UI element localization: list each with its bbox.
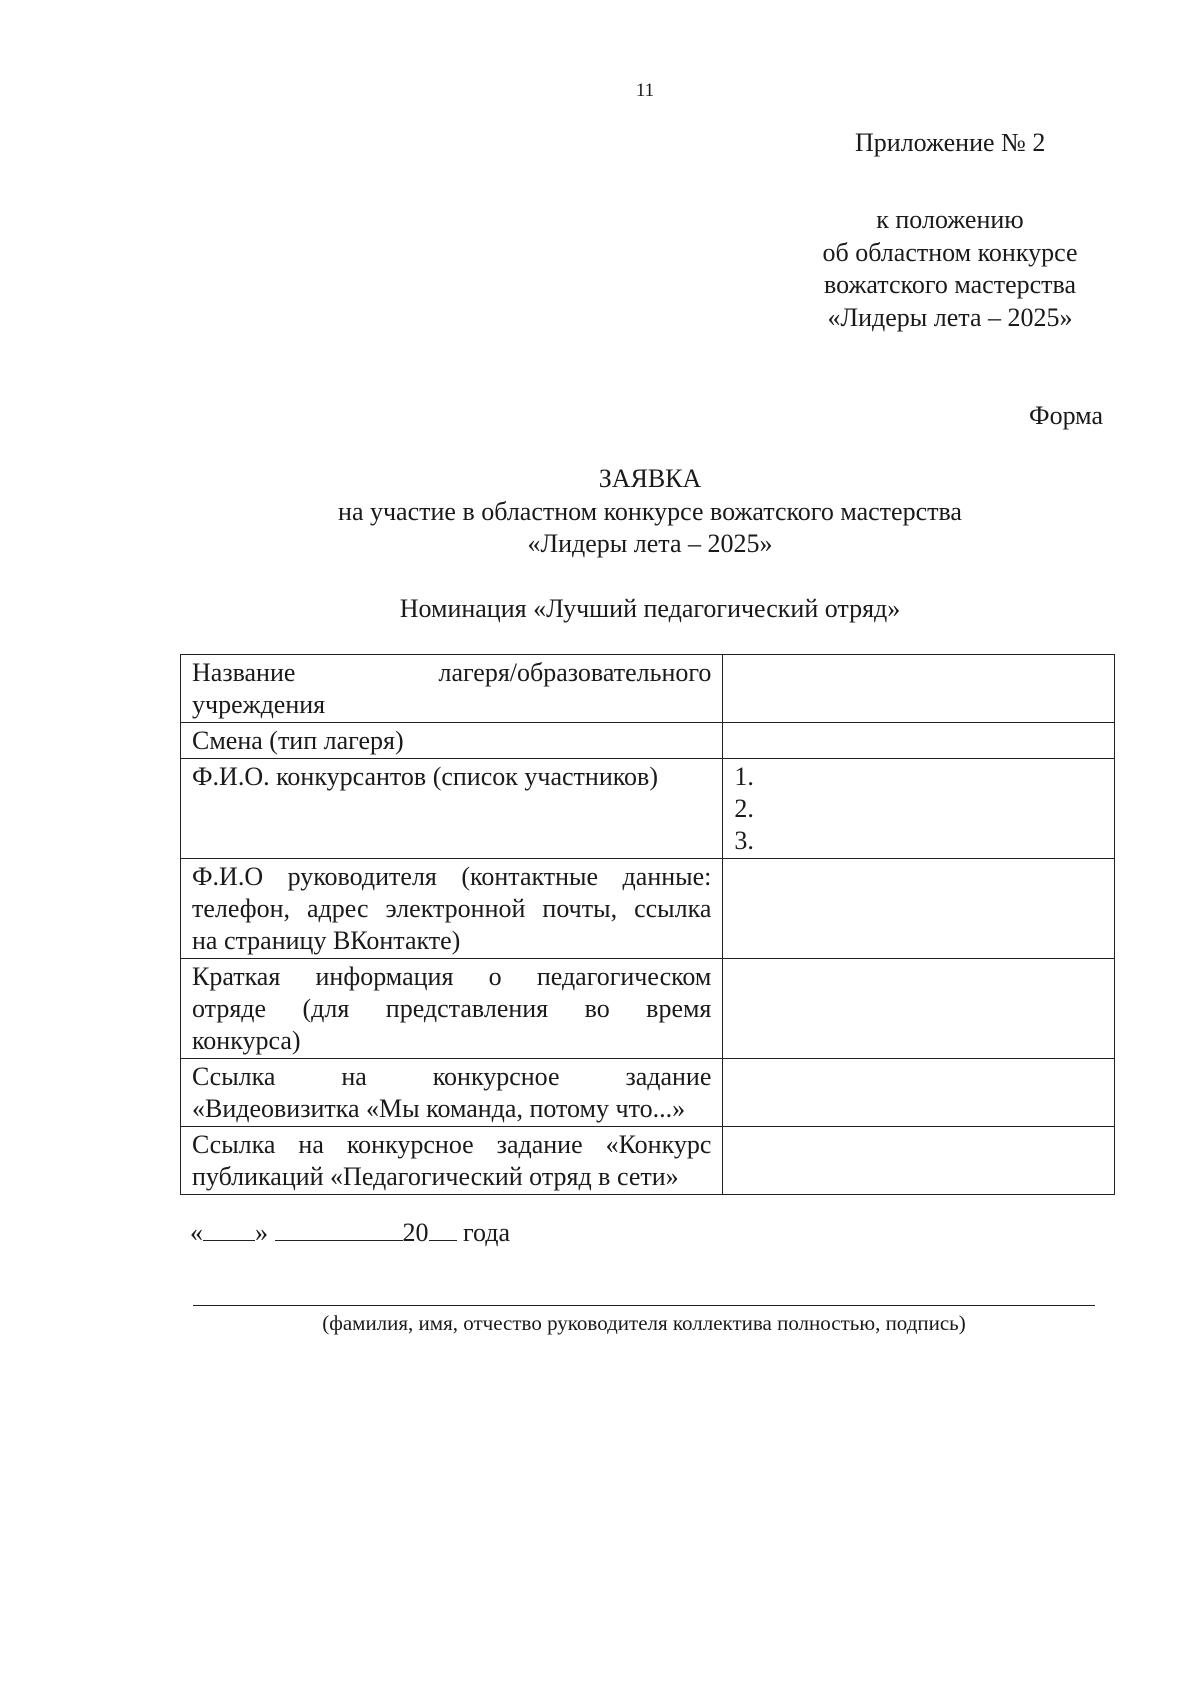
row-value-publications-link[interactable] xyxy=(723,1127,1115,1195)
row-label-shift xyxy=(181,723,723,759)
row-label-team-info xyxy=(181,959,723,1059)
table-row xyxy=(181,1127,1115,1195)
row-label-leader xyxy=(181,859,723,959)
row-value-leader[interactable] xyxy=(723,859,1115,959)
participant-number: 3. xyxy=(734,826,754,855)
application-table xyxy=(180,654,1115,1195)
signature-line[interactable] xyxy=(193,1305,1095,1306)
appendix-reference xyxy=(800,204,1100,334)
table-row xyxy=(181,1059,1115,1127)
document-title xyxy=(200,463,1100,561)
date-close-quote: » xyxy=(255,1218,268,1247)
row-label-video-link xyxy=(181,1059,723,1127)
label-line: на страницу ВКонтакте) xyxy=(192,926,461,955)
row-value-team-info[interactable] xyxy=(723,959,1115,1059)
label-line: Ф.И.О. конкурсантов (список участников) xyxy=(192,762,658,791)
year-century: 20 xyxy=(402,1218,429,1247)
participant-number: 1. xyxy=(734,762,754,791)
label-line: «Видеовизитка «Мы команда, потому что...» xyxy=(192,1094,686,1123)
row-value-camp-name[interactable] xyxy=(723,655,1115,723)
year-blank[interactable] xyxy=(429,1218,457,1241)
date-open-quote: « xyxy=(190,1218,203,1247)
page-number: 11 xyxy=(635,80,655,101)
table-row xyxy=(181,723,1115,759)
label-line: Название лагеря/образовательного xyxy=(192,658,712,687)
year-word: года xyxy=(463,1218,511,1247)
document-subtitle-line: на участие в областном конкурсе вожатского мастерства xyxy=(338,496,962,526)
appendix-reference-line: к положению xyxy=(876,205,1024,234)
appendix-title: Приложение № 2 xyxy=(855,128,1046,157)
row-label-participants xyxy=(181,759,723,859)
day-blank[interactable] xyxy=(203,1218,255,1241)
label-line: Краткая информация о педагогическом xyxy=(192,962,712,991)
month-blank[interactable] xyxy=(275,1218,403,1241)
label-line: отряде (для представления во время xyxy=(192,994,712,1023)
table-row xyxy=(181,655,1115,723)
appendix-reference-line: об областном конкурсе xyxy=(822,237,1078,267)
date-line xyxy=(190,1218,510,1248)
table-row xyxy=(181,959,1115,1059)
row-value-video-link[interactable] xyxy=(723,1059,1115,1127)
label-line: конкурса) xyxy=(192,1026,301,1055)
table-row xyxy=(181,759,1115,859)
nomination-title: Номинация «Лучший педагогический отряд» xyxy=(399,594,901,623)
document-heading: ЗАЯВКА xyxy=(598,464,702,493)
label-line: Смена (тип лагеря) xyxy=(192,726,404,755)
appendix-reference-line: вожатского мастерства xyxy=(824,270,1076,299)
table-row xyxy=(181,859,1115,959)
document-subtitle-line: «Лидеры лета – 2025» xyxy=(527,529,773,558)
row-label-publications-link xyxy=(181,1127,723,1195)
label-line: учреждения xyxy=(192,690,326,719)
row-value-participants[interactable] xyxy=(723,759,1115,859)
label-line: телефон, адрес электронной почты, ссылка xyxy=(192,894,712,923)
label-line: Ссылка на конкурсное задание xyxy=(192,1062,712,1091)
row-label-camp-name xyxy=(181,655,723,723)
form-label: Форма xyxy=(1029,401,1103,430)
signature-caption: (фамилия, имя, отчество руководителя коллектива полностью, подпись) xyxy=(322,1311,966,1335)
appendix-reference-line: «Лидеры лета – 2025» xyxy=(827,302,1073,332)
row-value-shift[interactable] xyxy=(723,723,1115,759)
label-line: Ссылка на конкурсное задание «Конкурс xyxy=(192,1130,712,1159)
label-line: публикаций «Педагогический отряд в сети» xyxy=(192,1162,679,1191)
participant-number: 2. xyxy=(734,794,754,823)
label-line: Ф.И.О руководителя (контактные данные: xyxy=(192,862,712,891)
